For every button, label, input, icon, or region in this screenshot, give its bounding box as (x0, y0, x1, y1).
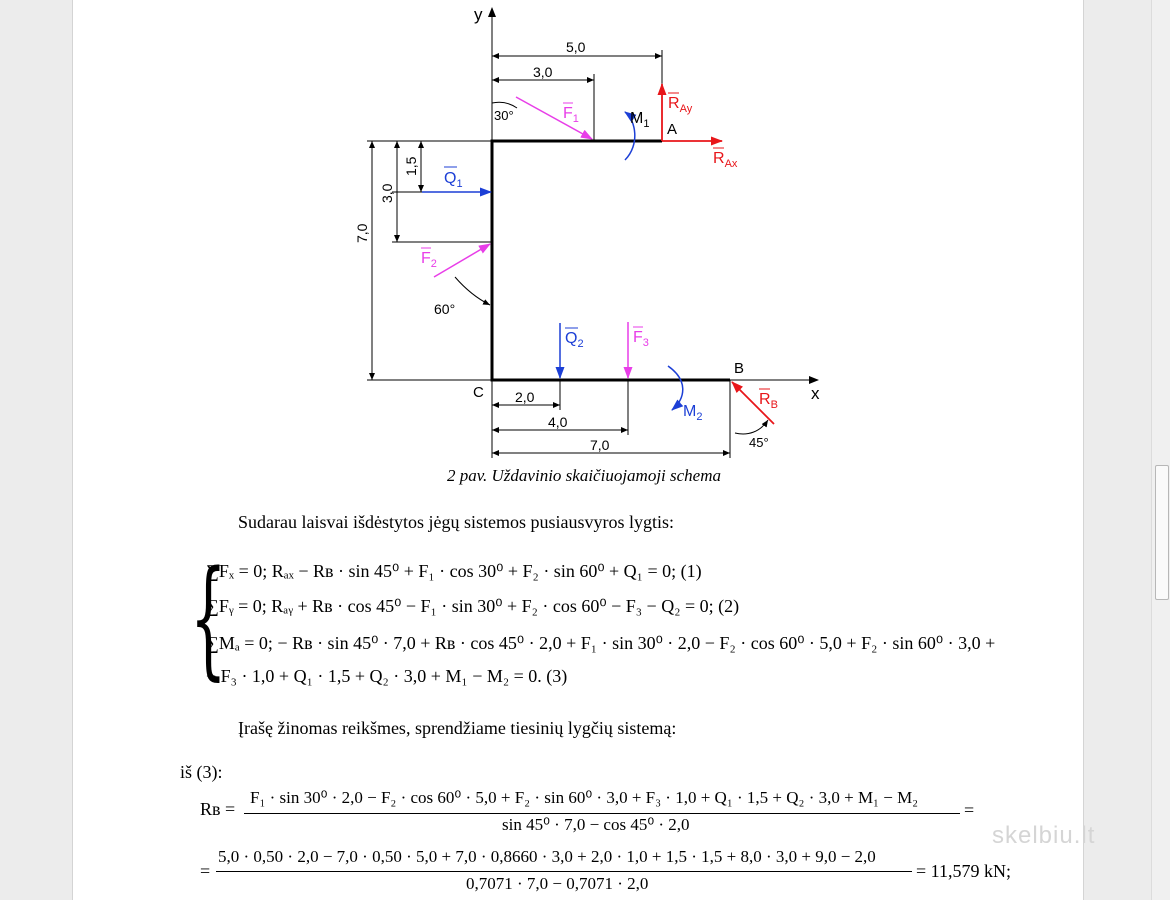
dim-label-7-vert: 7,0 (354, 223, 370, 243)
rb-label: $R_B$ (759, 391, 778, 411)
angle-45-label: 45° (749, 435, 769, 450)
paragraph-equilibrium: Sudarau laisvai išdėstytos jėgų sistemos pusiausvyros lygtis: (238, 512, 674, 532)
vertical-scrollbar[interactable] (1151, 0, 1170, 900)
equation-3a: ∑Mₐ = 0; − Rʙ · sin 45⁰ · 7,0 + Rʙ · cos 45⁰ · 2,0 + F₁ · sin 30⁰ · 2,0 − F₂ · cos 60⁰ · 5,0 + F₂ · sin 60⁰ · 3,0 + (206, 633, 996, 653)
dim-label-4: 4,0 (548, 414, 568, 430)
watermark: skelbiu.lt (992, 822, 1096, 849)
fraction-1-equals: = (964, 800, 975, 820)
m2-arc (668, 366, 683, 410)
equation-2: ∑Fᵧ = 0; Rₐᵧ + Rʙ · cos 45⁰ − F₁ · sin 30⁰ + F₂ · cos 60⁰ − F₃ − Q₂ = 0; (2) (206, 596, 740, 616)
f1-arrow (516, 97, 592, 139)
angle-30-label: 30° (494, 108, 514, 123)
equation-3b: + F₃ · 1,0 + Q₁ · 1,5 + Q₂ · 3,0 + M₁ − M₂ = 0. (3) (206, 666, 568, 686)
equation-1: ∑Fₓ = 0; Rₐₓ − Rʙ · sin 45⁰ + F₁ · cos 30⁰ + F₂ · sin 60⁰ + Q₁ = 0; (1) (206, 561, 702, 581)
fraction-1-numerator: F₁ · sin 30⁰ · 2,0 − F₂ · cos 60⁰ · 5,0 + F₂ · sin 60⁰ · 3,0 + F₃ · 1,0 + Q₁ · 1,5 + Q₂ · 3,0 + M₁ − M₂ (250, 788, 919, 807)
f3-label: $F_3$ (633, 329, 649, 349)
dim-label-2: 2,0 (515, 389, 535, 405)
dim-label-7: 7,0 (590, 437, 610, 453)
scrollbar-thumb[interactable] (1155, 465, 1169, 600)
fraction-1-line (244, 813, 960, 814)
f1-label: $F_1$ (563, 105, 579, 125)
beam (492, 141, 730, 380)
rb-label-formula: Rʙ = (200, 799, 236, 819)
dim-label-3: 3,0 (533, 64, 553, 80)
figure-caption: 2 pav. Uždavinio skaičiuojamoji schema (447, 466, 722, 485)
angle-60-arc (455, 277, 490, 305)
equation-brace: { (190, 544, 227, 693)
f2-label: $F_2$ (421, 250, 437, 270)
m1-label: $M_1$ (630, 110, 650, 130)
q1-label: $Q_1$ (444, 170, 463, 190)
result-value: = 11,579 kN; (916, 861, 1011, 881)
fraction-2-line (216, 871, 912, 872)
m2-label: $M_2$ (683, 403, 703, 423)
x-axis-label: x (811, 384, 820, 403)
point-c-label: C (473, 384, 484, 401)
q2-label: $Q_2$ (565, 330, 584, 350)
f2-arrow (434, 244, 490, 277)
paragraph-solve: Įrašę žinomas reikšmes, sprendžiame tiesinių lygčių sistemą: (238, 718, 677, 738)
point-b-label: B (734, 360, 745, 377)
ray-label: $R_{Ay}$ (668, 95, 693, 115)
y-axis-label: y (474, 5, 483, 24)
from-equation-3: iš (3): (180, 762, 223, 782)
dim-label-1-5: 1,5 (403, 156, 419, 176)
fraction-2-denominator: 0,7071 · 7,0 − 0,7071 · 2,0 (466, 874, 649, 893)
point-a-label: A (667, 121, 678, 138)
dim-label-3-vert: 3,0 (379, 183, 395, 203)
fraction-2-numerator: 5,0 · 0,50 · 2,0 − 7,0 · 0,50 · 5,0 + 7,0 · 0,8660 · 3,0 + 2,0 · 1,0 + 1,5 · 1,5 + 8,0 · 3,0 + 9,0 − 2,0 (218, 847, 876, 866)
dim-label-5: 5,0 (566, 39, 586, 55)
rax-label: $R_{Ax}$ (713, 150, 738, 170)
fraction-1-denominator: sin 45⁰ · 7,0 − cos 45⁰ · 2,0 (502, 815, 690, 834)
fraction-2-lead: = (200, 861, 211, 881)
angle-60-label: 60° (434, 301, 456, 317)
angle-45-arc (735, 420, 768, 434)
